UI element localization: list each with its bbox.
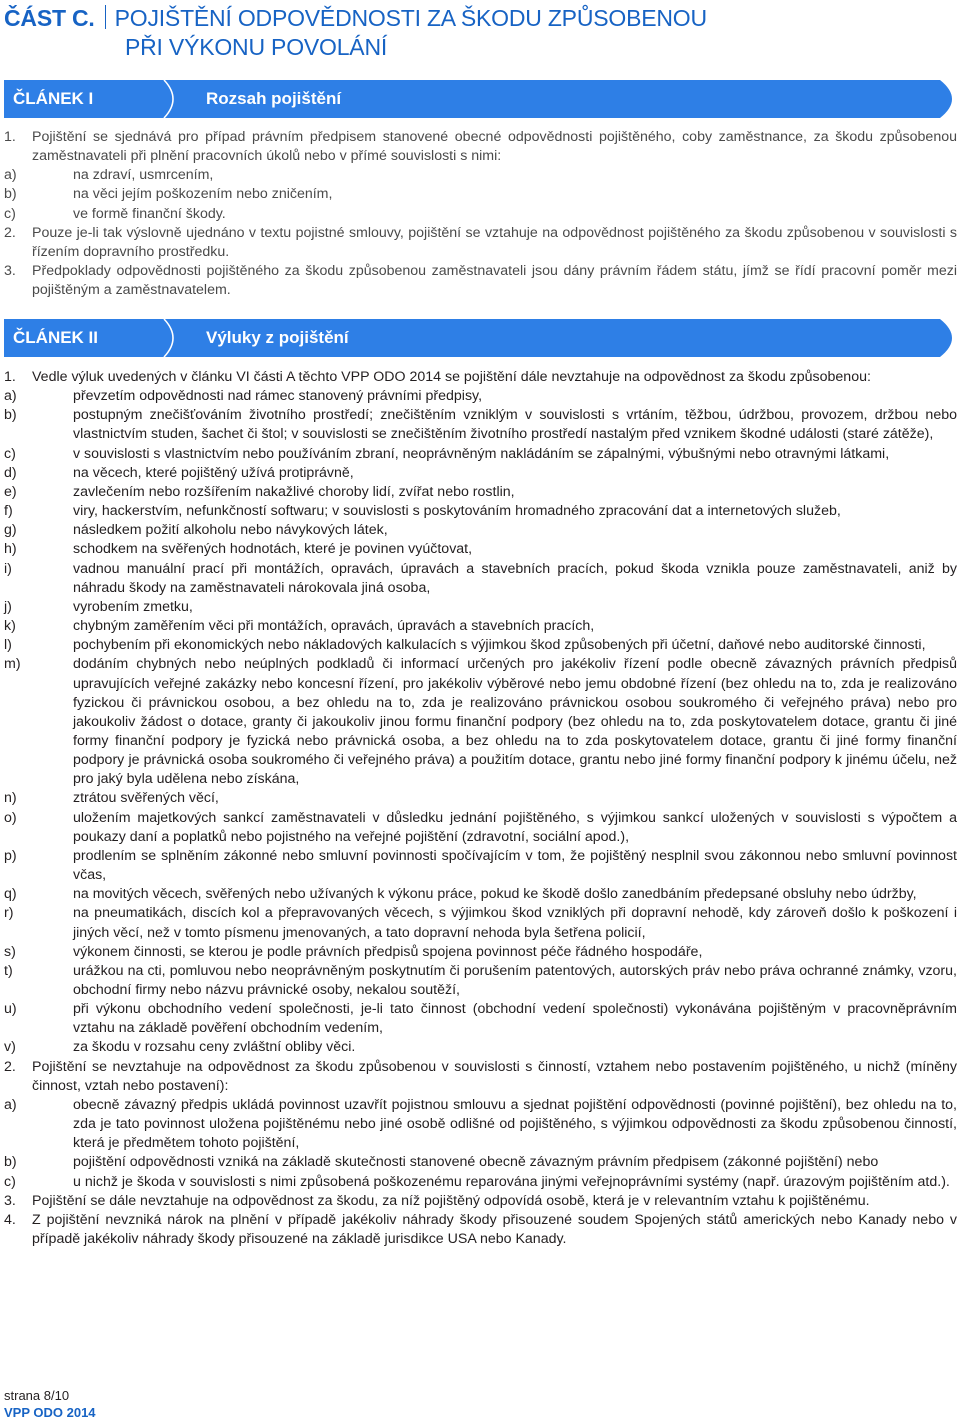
title-line-2: PŘI VÝKONU POVOLÁNÍ: [125, 34, 388, 60]
article-2-item: 2. Pojištění se nevztahuje na odpovědnost za škodu způsobenou v souvislosti s činností, vztahem nebo postavením pojištěného, u nichž (míněny činnost, vztah nebo postavení):: [4, 1058, 957, 1094]
article-1-header: [4, 80, 958, 118]
article-2-header: [4, 319, 958, 357]
band-chevron: [4, 319, 958, 357]
page-footer: [4, 1387, 96, 1421]
list-item-marker: a): [4, 388, 17, 405]
list-item-text: převzetím odpovědnosti nad rámec stanovený právními předpisy,: [73, 388, 483, 405]
list-item-marker: e): [4, 483, 17, 500]
list-item-marker: u): [4, 1001, 17, 1018]
article-1-item: 2. Pouze je-li tak výslovně ujednáno v textu pojistné smlouvy, pojištění se vztahuje na odpovědnost pojištěného za škodu způsobenou v souvislosti s řízením dopravního prostředku.: [4, 224, 957, 260]
article-2-label: ČLÁNEK II: [13, 328, 98, 347]
list-item-text: vadnou manuální prací při montážích, opravách, úpravách a stavebních pracích, pokud škoda vznikla pouze zaměstnavateli, aniž by náhradu škody na zaměstnavateli nárokovala jiná osoba,: [73, 560, 957, 596]
list-item-marker: j): [4, 598, 12, 615]
page-number: strana 8/10: [4, 1388, 70, 1403]
list-item: [4, 540, 957, 559]
list-item: [4, 1000, 957, 1038]
list-item-marker: l): [4, 637, 12, 654]
list-item-marker: m): [4, 656, 21, 673]
article-2-item: 3. Pojištění se dále nevztahuje na odpovědnost za škodu, za níž pojištěný odpovídá osobě, která je v relevantním vztahu k pojištěnému.: [4, 1192, 870, 1209]
list-item: [4, 809, 957, 847]
list-item-text: na pneumatikách, discích kol a přepravovaných věcech, s výjimkou škod vzniklých při dopravní nehodě, kdy zároveň došlo k poškození i jiných věcí, než v tomto písmenu jmenovaných, a tato dopravní nehoda byla šetřena policií,: [73, 905, 957, 941]
list-item: [4, 885, 957, 904]
article-1-label: ČLÁNEK I: [13, 89, 94, 108]
list-item-text: pojištění odpovědnosti vzniká na základě skutečnosti stanovené obecně závazným právním předpisem (zákonné pojištění) nebo: [73, 1154, 879, 1171]
list-item-marker: c): [4, 445, 16, 462]
article-2-item: 1. Vedle výluk uvedených v článku VI části A těchto VPP ODO 2014 se pojištění dále nevztahuje na odpovědnost za škodu způsobenou:: [4, 369, 871, 385]
list-item-marker: r): [4, 905, 14, 922]
list-item: [4, 636, 957, 655]
list-item: [4, 943, 957, 962]
list-item: [4, 483, 957, 502]
list-item-text: vyrobením zmetku,: [73, 598, 193, 615]
list-item-marker: c): [4, 1173, 16, 1190]
list-item-text: obecně závazný předpis ukládá povinnost uzavřít pojistnou smlouvu a sjednat pojištění odpovědnosti (povinné pojištění), bez ohledu na to, zda je tato povinnost uložena pojištěnému nebo jiné osobě odlišné od pojištěného, s výjimkou odpovědnosti za škodu způsobenou činností, která je předmětem tohoto pojištění,: [73, 1096, 957, 1152]
list-item: [4, 904, 957, 942]
list-item-marker: n): [4, 790, 17, 807]
exclusions-list-2: [4, 1096, 957, 1192]
list-item-marker: d): [4, 464, 17, 481]
list-item-text: zavlečením nebo rozšířením nakažlivé choroby lidí, zvířat nebo rostlin,: [73, 483, 515, 500]
list-item-text: u nichž je škoda v souvislosti s nimi způsobená poškozenému reparována jinými veřejnoprávními systémy (např. úrazovým pojištěním atd.).: [73, 1173, 950, 1190]
list-item-text: prodlením se splněním zákonné nebo smluvní povinnosti spočívajícím v tom, že pojištěný nesplnil svou zákonnou nebo smluvní povinnost včas,: [73, 847, 957, 884]
article-1-item: 1. Pojištění se sjednává pro případ právním předpisem stanovené obecné odpovědnosti pojištěného, coby zaměstnance, za škodu způsobenou zaměstnavateli při plnění pracovních úkolů nebo v přímé souvislosti s nimi:: [4, 129, 957, 165]
article-1-body: [4, 128, 957, 300]
list-item: [4, 464, 957, 483]
list-item: [4, 387, 957, 406]
list-item-marker: b): [4, 407, 17, 424]
list-item-text: za škodu v rozsahu ceny zvláštní obliby věci.: [73, 1039, 356, 1056]
list-item-marker: o): [4, 809, 17, 826]
list-item: [4, 521, 957, 540]
band-chevron: [4, 80, 958, 118]
list-item: [4, 847, 957, 885]
list-item-marker: b): [4, 1154, 17, 1171]
article-2-heading: Výluky z pojištění: [206, 328, 349, 347]
list-item-marker: h): [4, 541, 17, 558]
article-1-subitem: c) ve formě finanční škody.: [4, 205, 226, 222]
list-item: [4, 560, 957, 598]
list-item: [4, 598, 957, 617]
list-item: [4, 1173, 957, 1192]
list-item-marker: f): [4, 503, 13, 520]
list-item-text: následkem požití alkoholu nebo návykových látek,: [73, 522, 388, 539]
list-item-text: urážkou na cti, pomluvou nebo neoprávněným poskytnutím či porušením patentových, autorských práv nebo práva ochranné známky, vzoru, obchodní firmy nebo názvu právnické osoby, nekalou soutěží,: [73, 962, 957, 998]
list-item: [4, 1038, 957, 1057]
list-item-text: chybným zaměřením věci při montážích, opravách, úpravách a stavebních pracích,: [73, 618, 595, 635]
list-item-text: pochybením při ekonomických nebo nákladových kalkulacích s výjimkou škod způsobených při účetní, daňové nebo auditorské činnosti,: [73, 637, 926, 654]
list-item-text: na věcech, které pojištěný užívá protiprávně,: [73, 464, 354, 481]
list-item-marker: s): [4, 943, 16, 960]
article-2-body: [4, 368, 957, 1249]
page-title: [4, 4, 707, 62]
list-item-text: při výkonu obchodního vedení společnosti, je-li tato činnost (obchodní vedení společnosti) vykonávána pojištěným v pracovněprávním vztahu na základě pověření obchodním vedením,: [73, 1001, 957, 1037]
part-label: ČÁST C.: [4, 5, 95, 31]
list-item: [4, 617, 957, 636]
article-2-item: 4. Z pojištění nevzniká nárok na plnění v případě jakékoliv náhrady škody přisouzené soudem Spojených států amerických nebo Kanady nebo v případě jakékoliv náhrady škody přisouzené na základě jurisdikce USA nebo Kanady.: [4, 1211, 957, 1248]
list-item: [4, 962, 957, 1000]
list-item: [4, 789, 957, 808]
list-item-marker: k): [4, 618, 16, 635]
list-item-text: na movitých věcech, svěřených nebo užívaných k výkonu práce, pokud ke škodě došlo zanedbáním předepsané obsluhy nebo údržby,: [73, 886, 917, 903]
list-item-marker: q): [4, 886, 17, 903]
list-item-marker: g): [4, 522, 17, 539]
list-item-marker: i): [4, 560, 12, 577]
list-item-text: viry, hackerstvím, nefunkčností softwaru; v souvislosti s poskytováním hromadného zpracování dat a internetových služeb,: [73, 503, 841, 520]
title-divider: [105, 5, 106, 29]
article-1-heading: Rozsah pojištění: [206, 89, 342, 108]
exclusions-list: [4, 387, 957, 1057]
list-item-text: uložením majetkových sankcí zaměstnavateli v důsledku jednání pojištěného, s výjimkou sankcí uložených v souvislosti s výpočtem a poukazy daní a poplatků nebo pojistného na veřejné pojištění (zdravotní, sociální apod.),: [73, 809, 957, 845]
list-item-marker: a): [4, 1096, 17, 1113]
title-line-1: POJIŠTĚNÍ ODPOVĚDNOSTI ZA ŠKODU ZPŮSOBENOU: [114, 5, 707, 31]
list-item-text: schodkem na svěřených hodnotách, které je povinen vyúčtovat,: [73, 541, 473, 558]
list-item-marker: t): [4, 962, 13, 979]
list-item-text: dodáním chybných nebo neúplných podkladů či informací určených pro jakékoliv řízení podle obecně závazných právních předpisů upravujících veřejné zakázky nebo koncesní řízení, pro jakékoliv výběrové nebo jemu obdobné řízení (bez ohledu na to, zda je realizováno fyzickou či právnickou osobou, a bez ohledu na to, zda je realizováno právnickou osobou soukromého či veřejného práva) nebo pro jakoukoliv žádost o dotace, granty či jakoukoliv jinou formu finanční podpory (bez ohledu na to, zda poskytovatelem dotace, grantu či jiné formy finanční podpory je fyzická nebo právnická osoba, a bez ohledu na to zda poskytovatelem dotace, grantu či jiné formy finanční podpory je právnická osoba soukromého či veřejného práva) a použitím dotace, grantu nebo jiné formy finanční podpory k jinému účelu, než pro jaký byla udělena nebo získána,: [73, 656, 957, 788]
list-item: [4, 1153, 957, 1172]
list-item: [4, 445, 957, 464]
list-item-text: v souvislosti s vlastnictvím nebo používáním zbraní, neoprávněným nakládáním se zápalnými, výbušnými nebo otravnými látkami,: [73, 445, 890, 462]
list-item-marker: p): [4, 847, 17, 864]
article-1-subitem: b) na věci jejím poškozením nebo zničením,: [4, 186, 333, 203]
list-item: [4, 1096, 957, 1153]
list-item-text: ztrátou svěřených věcí,: [73, 790, 219, 807]
article-1-item: 3. Předpoklady odpovědnosti pojištěného za škodu způsobenou zaměstnavateli jsou dány právním řádem státu, jímž se řídí pracovní poměr mezi pojištěným a zaměstnavatelem.: [4, 263, 957, 299]
list-item: [4, 406, 957, 444]
list-item-text: postupným znečišťováním životního prostředí; znečištěním vzniklým v souvislosti s vrtáním, těžbou, údržbou, provozem, držbou nebo vlastnictvím studen, šachet či štol; v souvislosti se znečištěním životního prostředí nastalým před vznikem škodné události (staré zátěže),: [73, 407, 957, 443]
list-item-marker: v): [4, 1039, 16, 1056]
list-item-text: výkonem činnosti, se kterou je podle právních předpisů spojena povinnost péče řádného hospodáře,: [73, 943, 703, 960]
list-item: [4, 655, 957, 789]
article-1-subitem: a) na zdraví, usmrcením,: [4, 167, 214, 184]
document-code: VPP ODO 2014: [4, 1405, 96, 1420]
list-item: [4, 502, 957, 521]
